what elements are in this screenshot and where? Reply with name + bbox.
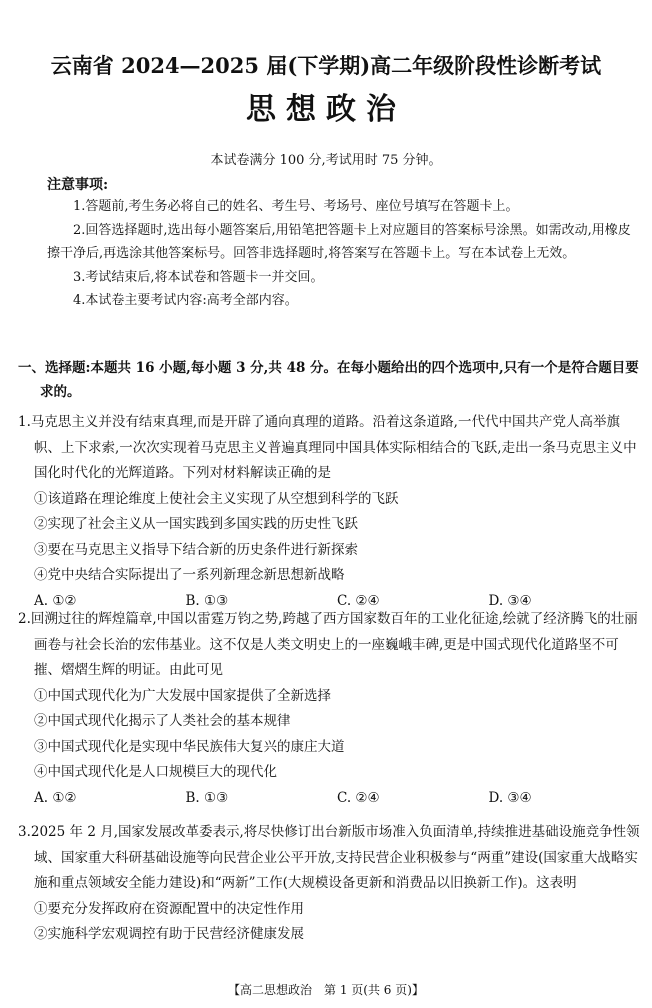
question-1 — [18, 410, 640, 614]
statement-1: ①中国式现代化为广大发展中国家提供了全新选择 — [34, 687, 331, 704]
statement-2: ②实施科学宏观调控有助于民营经济健康发展 — [34, 926, 304, 942]
statement-2: ②中国式现代化揭示了人类社会的基本规律 — [34, 713, 291, 729]
notice-item: 3.考试结束后,将本试卷和答题卡一并交回。 — [73, 269, 324, 285]
notice-list — [47, 195, 637, 313]
choice-a: A. ①② — [34, 592, 77, 609]
statement-1: ①要充分发挥政府在资源配置中的决定性作用 — [34, 900, 304, 917]
question-2 — [18, 607, 640, 811]
choice-b: B. ①③ — [185, 789, 229, 806]
section-instruction — [18, 357, 640, 404]
notice-item: 4.本试卷主要考试内容:高考全部内容。 — [73, 293, 298, 308]
notice-item: 1.答题前,考生务必将自己的姓名、考生号、考场号、座位号填写在答题卡上。 — [73, 199, 519, 214]
answer-choices — [18, 786, 640, 812]
statement-1: ①该道路在理论维度上使社会主义实现了从空想到科学的飞跃 — [34, 490, 399, 507]
statement-3: ③要在马克思主义指导下结合新的历史条件进行新探索 — [34, 541, 358, 558]
statement-4: ④党中央结合实际提出了一系列新理念新思想新战略 — [34, 567, 345, 583]
question-stem: 2.回溯过往的辉煌篇章,中国以雷霆万钧之势,跨越了西方国家数百年的工业化征途,绘就了经济腾飞的壮丽画卷与社会长治的宏伟基业。这不仅是人类文明史上的一座巍峨丰碑,更是中国式现代化道路坚不可摧、熠熠生辉的明证。由此可见 — [18, 611, 638, 678]
question-stem: 1.马克思主义并没有结束真理,而是开辟了通向真理的道路。沿着这条道路,一代代中国共产党人高举旗帜、上下求索,一次次实现着马克思主义普遍真理同中国具体实际相结合的飞跃,走出一条马克思主义中国化时代化的光辉道路。下列对材料解读正确的是 — [18, 414, 637, 481]
choice-c: C. ②④ — [337, 789, 380, 806]
statement-2: ②实现了社会主义从一国实践到多国实践的历史性飞跃 — [34, 516, 358, 532]
statement-4: ④中国式现代化是人口规模巨大的现代化 — [34, 764, 277, 780]
statement-3: ③中国式现代化是实现中华民族伟大复兴的康庄大道 — [34, 738, 345, 755]
subject-title: 思想政治 — [246, 92, 406, 127]
question-stem: 3.2025 年 2 月,国家发展改革委表示,将尽快修订出台新版市场准入负面清单,持续推进基础设施竞争性领域、国家重大科研基础设施等向民营企业公平开放,支持民营企业积极参与“两重”建设(国家重大战略实施和重点领域安全能力建设)和“两新”工作(大规模设备更新和消费品以旧换新工作)。这表明 — [18, 824, 640, 891]
choice-a: A. ①② — [34, 789, 77, 806]
choice-c: C. ②④ — [337, 592, 380, 609]
page-footer: 【高二思想政治 第 1 页(共 6 页)】 — [228, 983, 424, 997]
notice-heading: 注意事项: — [47, 177, 109, 193]
choice-d: D. ③④ — [488, 789, 532, 806]
exam-meta: 本试卷满分 100 分,考试用时 75 分钟。 — [210, 153, 442, 168]
choice-d: D. ③④ — [488, 592, 532, 609]
question-3 — [18, 820, 640, 948]
notice-item: 2.回答选择题时,选出每小题答案后,用铅笔把答题卡上对应题目的答案标号涂黑。如需改动,用橡皮擦干净后,再选涂其他答案标号。回答非选择题时,将答案写在答题卡上。写在本试卷上无效。 — [47, 222, 631, 261]
choice-b: B. ①③ — [185, 592, 229, 609]
section-instruction-text: 一、选择题:本题共 16 小题,每小题 3 分,共 48 分。在每小题给出的四个选项中,只有一个是符合题目要求的。 — [18, 360, 639, 400]
exam-title: 云南省 2024—2025 届(下学期)高二年级阶段性诊断考试 — [50, 53, 602, 78]
